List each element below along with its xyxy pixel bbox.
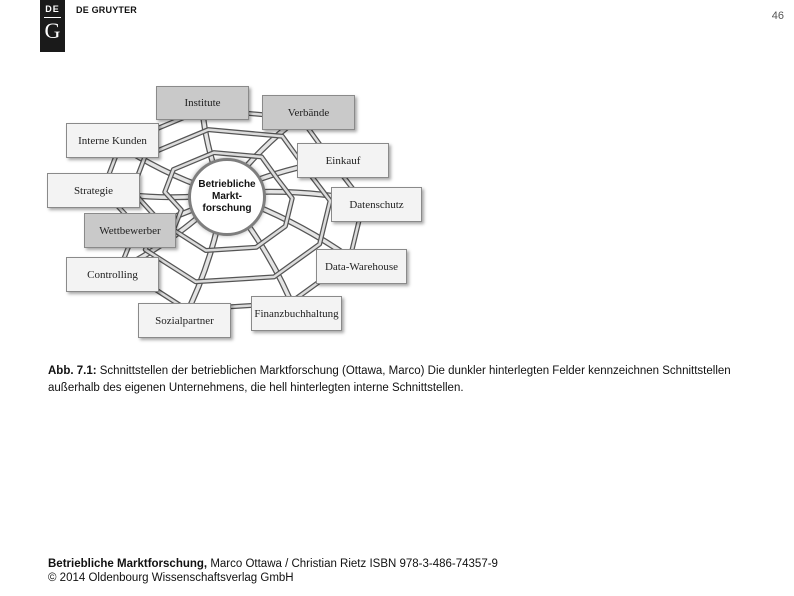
box-wettbewerber: Wettbewerber (84, 213, 176, 248)
box-institute: Institute (156, 86, 249, 120)
box-strategie: Strategie (47, 173, 140, 208)
caption-text: Schnittstellen der betrieblichen Marktforschung (Ottawa, Marco) Die dunkler hinterlegten Felder kennzeichnen Schnittstellen außerhalb des eigenen Unternehmens, die hell hinterlegten interne Schnittstellen. (48, 365, 731, 394)
publisher-name: DE GRUYTER (76, 5, 138, 15)
box-data-warehouse: Data-Warehouse (316, 249, 407, 284)
publisher-logo (40, 0, 65, 52)
caption-label: Abb. 7.1: (48, 365, 97, 377)
box-einkauf: Einkauf (297, 143, 389, 178)
logo-top-text: DE (45, 4, 60, 14)
figure-caption (48, 363, 748, 397)
box-sozialpartner: Sozialpartner (138, 303, 231, 338)
footer-book-title: Betriebliche Marktforschung, (48, 558, 208, 570)
page-number: 46 (771, 10, 784, 22)
box-datenschutz: Datenschutz (331, 187, 422, 222)
box-finanzbuchhaltung: Finanzbuchhaltung (251, 296, 342, 331)
footer-authors-isbn: Marco Ottawa / Christian Rietz ISBN 978-3-486-74357-9 (207, 558, 498, 570)
interface-diagram (40, 78, 440, 348)
box-interne-kunden: Interne Kunden (66, 123, 159, 158)
box-controlling: Controlling (66, 257, 159, 292)
footer-citation (48, 557, 498, 571)
footer-copyright: © 2014 Oldenbourg Wissenschaftsverlag GmbH (48, 572, 294, 584)
hub-circle: Betriebliche Markt- forschung (188, 158, 266, 236)
footer (48, 557, 498, 585)
box-verbaende: Verbände (262, 95, 355, 130)
logo-bottom-text: G (44, 18, 61, 43)
